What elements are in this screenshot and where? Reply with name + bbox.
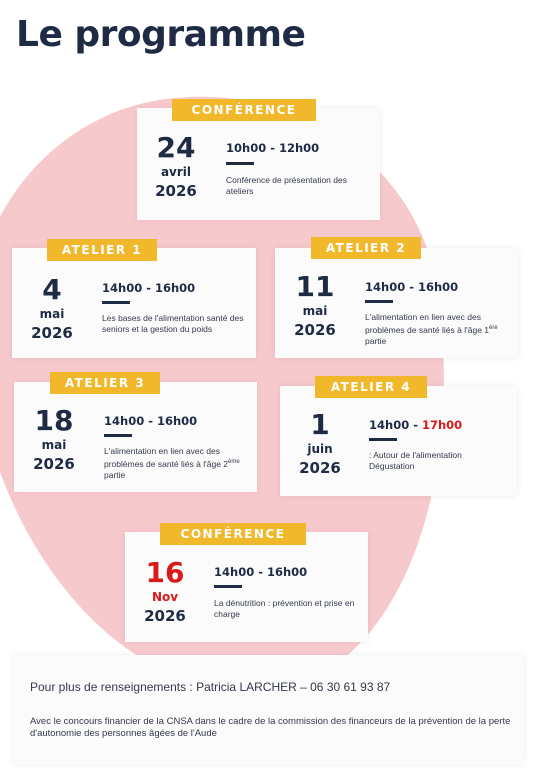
event-time: 14h00 - 16h00: [104, 414, 198, 428]
event-year: 2026: [33, 455, 75, 473]
event-day: 11: [295, 270, 335, 303]
event-date: [285, 410, 355, 478]
event-day: 4: [42, 273, 62, 306]
description-text: L'alimentation en lien avec des problèmes de santé liés à l'âge 1: [365, 312, 490, 335]
event-day: 18: [34, 404, 74, 437]
event-month: mai: [39, 307, 65, 321]
description-text: L'alimentation en lien avec des problèmes de santé liés à l'âge 2: [104, 446, 229, 469]
event-time: 14h00 - 16h00: [102, 281, 196, 295]
event-description: La dénutrition : prévention et prise en charge: [214, 598, 355, 619]
event-divider: [104, 434, 132, 437]
description-text-end: partie: [365, 335, 387, 346]
event-description: Conférence de présentation des ateliers: [226, 175, 347, 196]
event-divider: [365, 300, 393, 303]
event-month: mai: [41, 438, 67, 452]
event-time: 14h00 - 16h00: [214, 565, 308, 579]
event-date: [280, 272, 350, 340]
footer-card: [14, 655, 524, 765]
description-superscript: ère: [489, 325, 498, 331]
event-time-start: 14h00 -: [369, 418, 422, 432]
event-time: 10h00 - 12h00: [226, 141, 320, 155]
event-day: 16: [145, 556, 185, 589]
event-day: 1: [310, 408, 330, 441]
event-divider: [102, 301, 130, 304]
event-tag: ATELIER 4: [315, 376, 427, 398]
event-description: [104, 446, 250, 481]
event-year: 2026: [31, 324, 73, 342]
event-month: Nov: [151, 590, 179, 604]
event-month: mai: [302, 304, 328, 318]
event-month: juin: [307, 442, 333, 456]
funding-note: Avec le concours financier de la CNSA dans le cadre de la commission des financeurs de la prévention de la perte d'autonomie des personnes âgées de l'Aude: [30, 716, 511, 739]
event-date: [141, 133, 211, 201]
event-year: 2026: [144, 607, 186, 625]
event-date: [17, 275, 87, 343]
page-title: Le programme: [16, 14, 306, 55]
event-description: [365, 312, 510, 347]
event-date: [130, 558, 200, 626]
event-date: [19, 406, 89, 474]
event-day: 24: [156, 131, 196, 164]
event-tag: CONFÉRENCE: [160, 523, 306, 545]
event-divider: [214, 585, 242, 588]
event-tag: CONFÉRENCE: [172, 99, 316, 121]
event-year: 2026: [299, 459, 341, 477]
event-divider: [226, 162, 254, 165]
event-description: Les bases de l'alimentation santé des seniors et la gestion du poids: [102, 313, 244, 334]
contact-info: Pour plus de renseignements : Patricia LARCHER – 06 30 61 93 87: [30, 680, 391, 694]
event-divider: [369, 438, 397, 441]
event-tag: ATELIER 1: [47, 239, 157, 261]
event-month: avril: [160, 165, 192, 179]
event-tag: ATELIER 3: [50, 372, 160, 394]
description-text-end: partie: [104, 469, 126, 480]
event-time: 14h00 - 16h00: [365, 280, 459, 294]
event-time-end: 17h00: [421, 418, 463, 432]
event-time: [369, 418, 462, 432]
event-tag: ATELIER 2: [311, 237, 421, 259]
event-year: 2026: [294, 321, 336, 339]
event-description: : Autour de l'alimentation Dégustation: [369, 450, 462, 471]
event-year: 2026: [155, 182, 197, 200]
description-superscript: ème: [228, 459, 240, 465]
